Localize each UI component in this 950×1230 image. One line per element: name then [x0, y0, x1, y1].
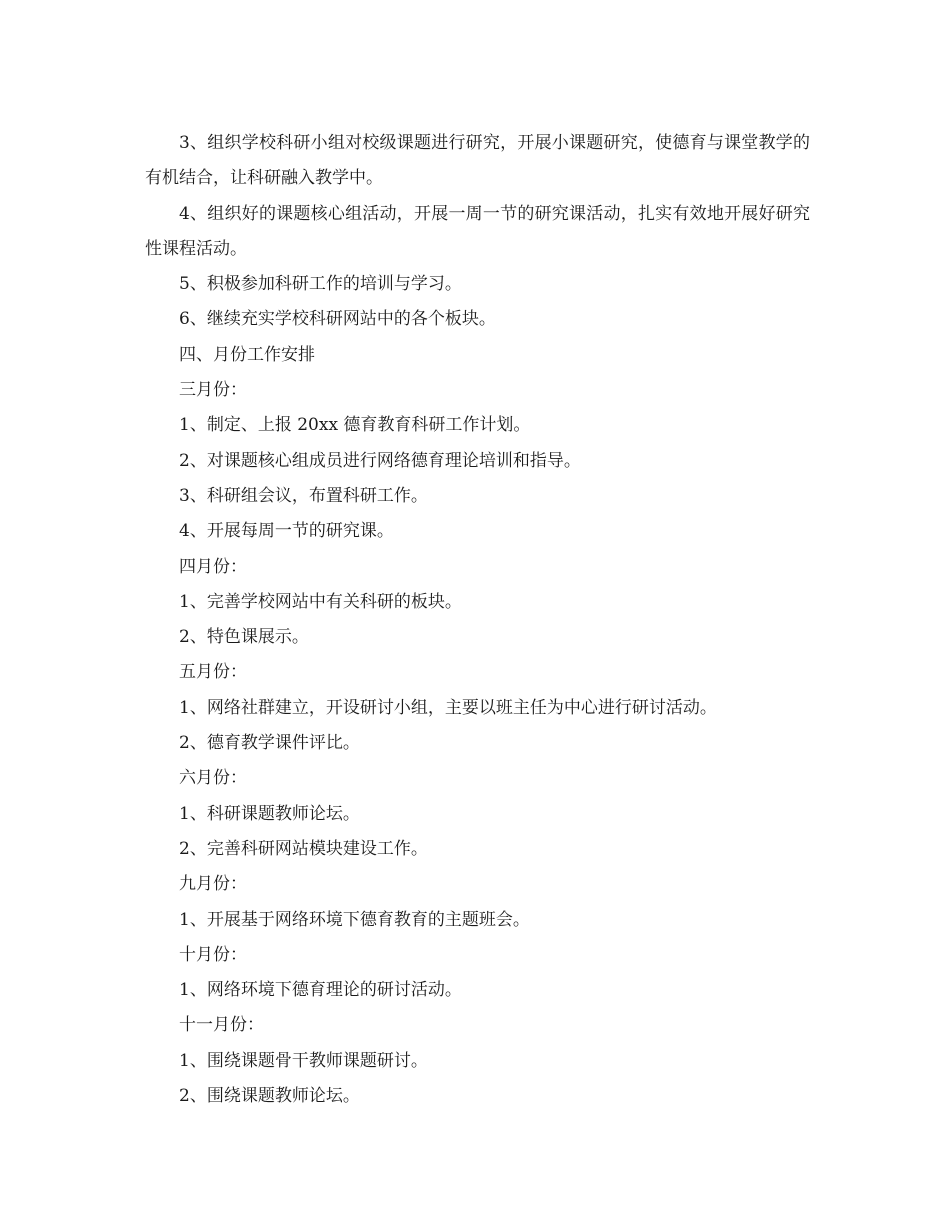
march-item-2: 2、对课题核心组成员进行网络德育理论培训和指导。	[179, 450, 581, 471]
paragraph-item-3: 3、组织学校科研小组对校级课题进行研究，开展小课题研究，使德育与课堂教学的有机结合，让科研融入教学中。	[145, 133, 810, 189]
month-heading-march: 三月份：	[179, 380, 247, 401]
document-body	[145, 126, 810, 1114]
month-heading-november: 十一月份：	[179, 1015, 264, 1036]
month-heading-september: 九月份：	[179, 874, 247, 895]
march-item-1: 1、制定、上报 20xx 德育教育科研工作计划。	[179, 415, 531, 436]
june-item-2: 2、完善科研网站模块建设工作。	[179, 838, 428, 859]
april-item-2: 2、特色课展示。	[179, 627, 309, 648]
paragraph-item-6: 6、继续充实学校科研网站中的各个板块。	[179, 309, 496, 330]
paragraph-item-4: 4、组织好的课题核心组活动，开展一周一节的研究课活动，扎实有效地开展好研究性课程活动。	[145, 203, 810, 259]
may-item-2: 2、德育教学课件评比。	[179, 733, 360, 754]
november-item-2: 2、围绕课题教师论坛。	[179, 1086, 360, 1107]
month-heading-october: 十月份：	[179, 944, 247, 965]
june-item-1: 1、科研课题教师论坛。	[179, 803, 360, 824]
month-heading-april: 四月份：	[179, 556, 247, 577]
november-item-1: 1、围绕课题骨干教师课题研讨。	[179, 1050, 428, 1071]
october-item-1: 1、网络环境下德育理论的研讨活动。	[179, 980, 462, 1001]
march-item-3: 3、科研组会议，布置科研工作。	[179, 485, 428, 506]
section-heading-monthly-schedule: 四、月份工作安排	[179, 344, 315, 365]
march-item-4: 4、开展每周一节的研究课。	[179, 521, 394, 542]
paragraph-item-5: 5、积极参加科研工作的培训与学习。	[179, 274, 462, 295]
may-item-1: 1、网络社群建立，开设研讨小组，主要以班主任为中心进行研讨活动。	[179, 697, 717, 718]
month-heading-may: 五月份：	[179, 662, 247, 683]
month-heading-june: 六月份：	[179, 768, 247, 789]
september-item-1: 1、开展基于网络环境下德育教育的主题班会。	[179, 909, 530, 930]
april-item-1: 1、完善学校网站中有关科研的板块。	[179, 591, 462, 612]
